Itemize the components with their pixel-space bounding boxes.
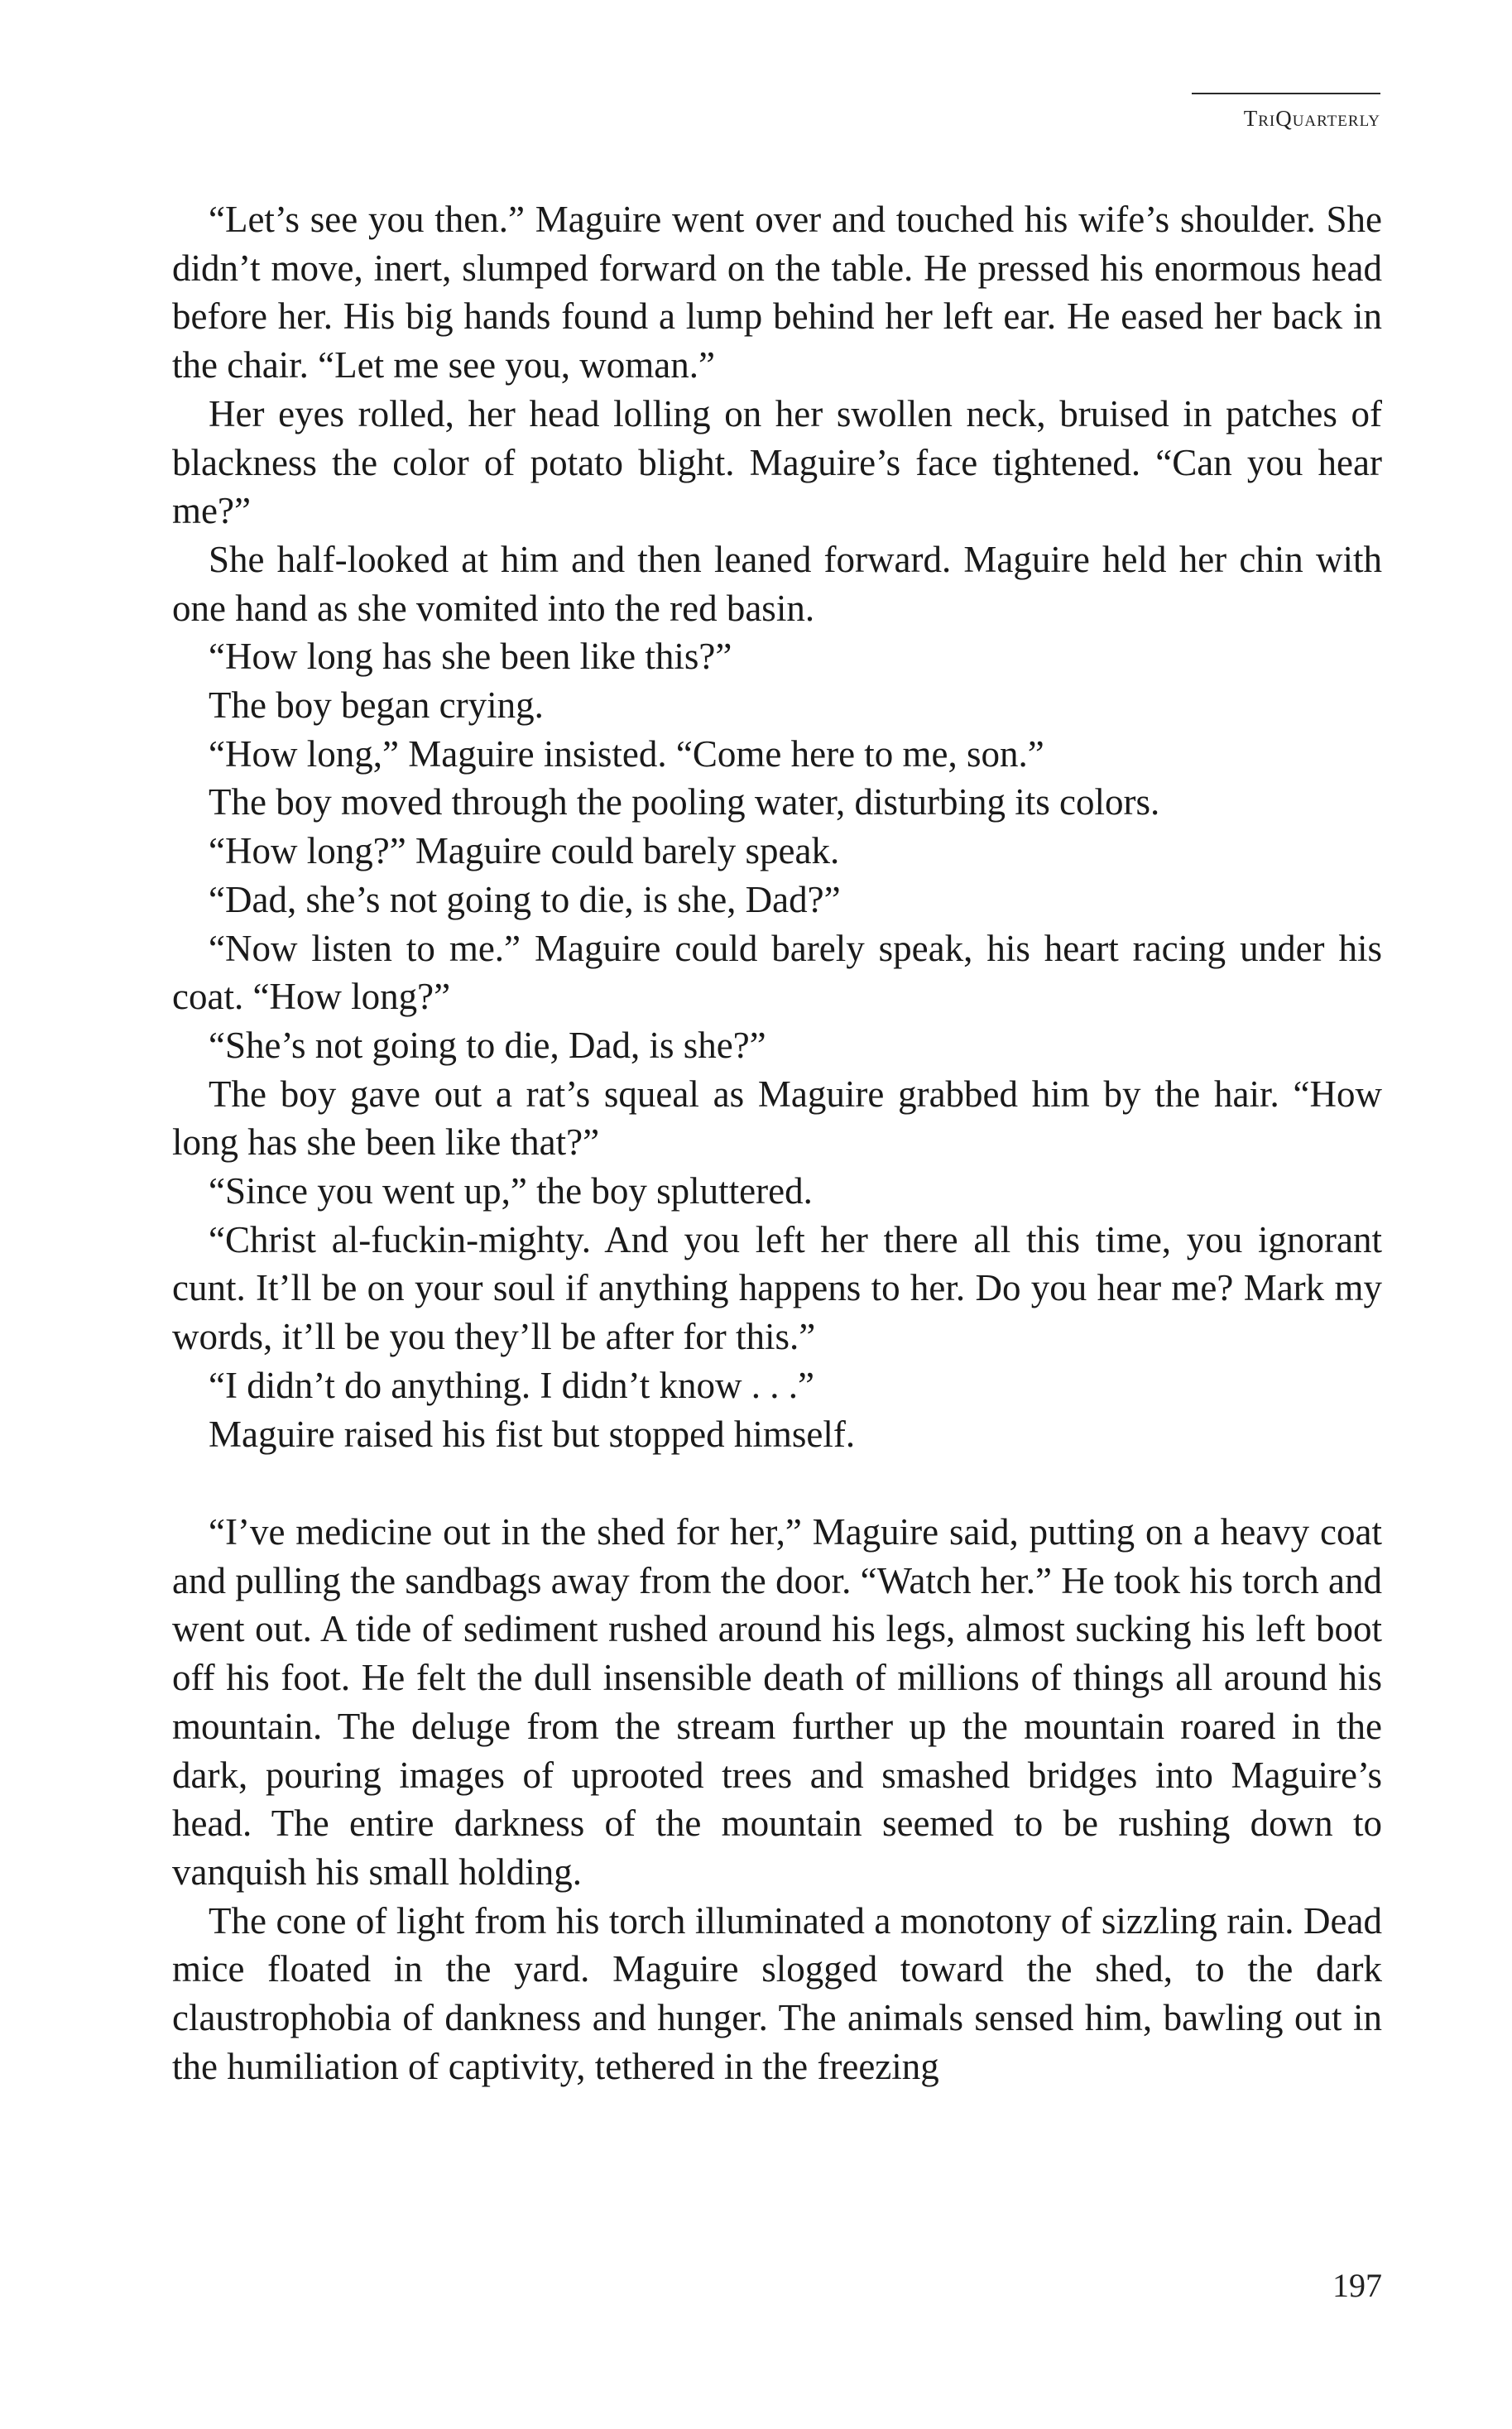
paragraph: “How long,” Maguire insisted. “Come here to me, son.” <box>209 732 1044 775</box>
body-text-section-one <box>172 195 1382 1458</box>
paragraph: She half-looked at him and then leaned forward. Maguire held her chin with one hand as she vomited into the red basin. <box>172 538 1382 629</box>
paragraph: “Dad, she’s not going to die, is she, Dad?” <box>209 878 841 920</box>
page-number: 197 <box>1332 2267 1382 2304</box>
paragraph: “Let’s see you then.” Maguire went over and touched his wife’s shoulder. She didn’t move, inert, slumped forward on the table. He pressed his enormous head before her. His big hands found a lump behind her left ear. He eased her back in the chair. “Let me see you, woman.” <box>172 199 1382 386</box>
paragraph: “How long?” Maguire could barely speak. <box>209 830 840 872</box>
paragraph: “Christ al-fuckin-mighty. And you left her there all this time, you ignorant cunt. It’ll be on your soul if anything happens to her. Do you hear me? Mark my words, it’ll be you they’ll be after for this.” <box>172 1218 1382 1358</box>
paragraph: “Since you went up,” the boy spluttered. <box>209 1170 813 1212</box>
running-head <box>1192 93 1380 132</box>
paragraph: “I didn’t do anything. I didn’t know . . .” <box>209 1364 814 1406</box>
paragraph: “I’ve medicine out in the shed for her,” Maguire said, putting on a heavy coat and pulling the sandbags away from the door. “Watch her.” He took his torch and went out. A tide of sediment rushed around his legs, almost sucking his left boot off his foot. He felt the dull insensible death of millions of things all around his mountain. The deluge from the stream further up the mountain roared in the dark, pouring images of uprooted trees and smashed bridges into Maguire’s head. The entire darkness of the mountain seemed to be rushing down to vanquish his small holding. <box>172 1511 1382 1893</box>
paragraph: Maguire raised his fist but stopped himself. <box>209 1413 856 1455</box>
paragraph: The boy gave out a rat’s squeal as Maguire grabbed him by the hair. “How long has she been like that?” <box>172 1073 1382 1164</box>
paragraph: “Now listen to me.” Maguire could barely speak, his heart racing under his coat. “How long?” <box>172 927 1382 1018</box>
paragraph: Her eyes rolled, her head lolling on her swollen neck, bruised in patches of blackness the color of potato blight. Maguire’s face tightened. “Can you hear me?” <box>172 392 1382 532</box>
paragraph: “She’s not going to die, Dad, is she?” <box>209 1024 766 1066</box>
paragraph: The boy began crying. <box>209 684 544 727</box>
paragraph: “How long has she been like this?” <box>209 636 732 678</box>
journal-name: TriQuarterly <box>1243 106 1380 131</box>
paragraph: The cone of light from his torch illuminated a monotony of sizzling rain. Dead mice floated in the yard. Maguire slogged toward the shed, to the dark claustrophobia of dankness and hunger. The animals sensed him, bawling out in the humiliation of captivity, tethered in the freezing <box>172 1899 1382 2087</box>
paragraph: The boy moved through the pooling water, disturbing its colors. <box>209 781 1160 823</box>
body-text-section-two <box>172 1508 1382 2091</box>
